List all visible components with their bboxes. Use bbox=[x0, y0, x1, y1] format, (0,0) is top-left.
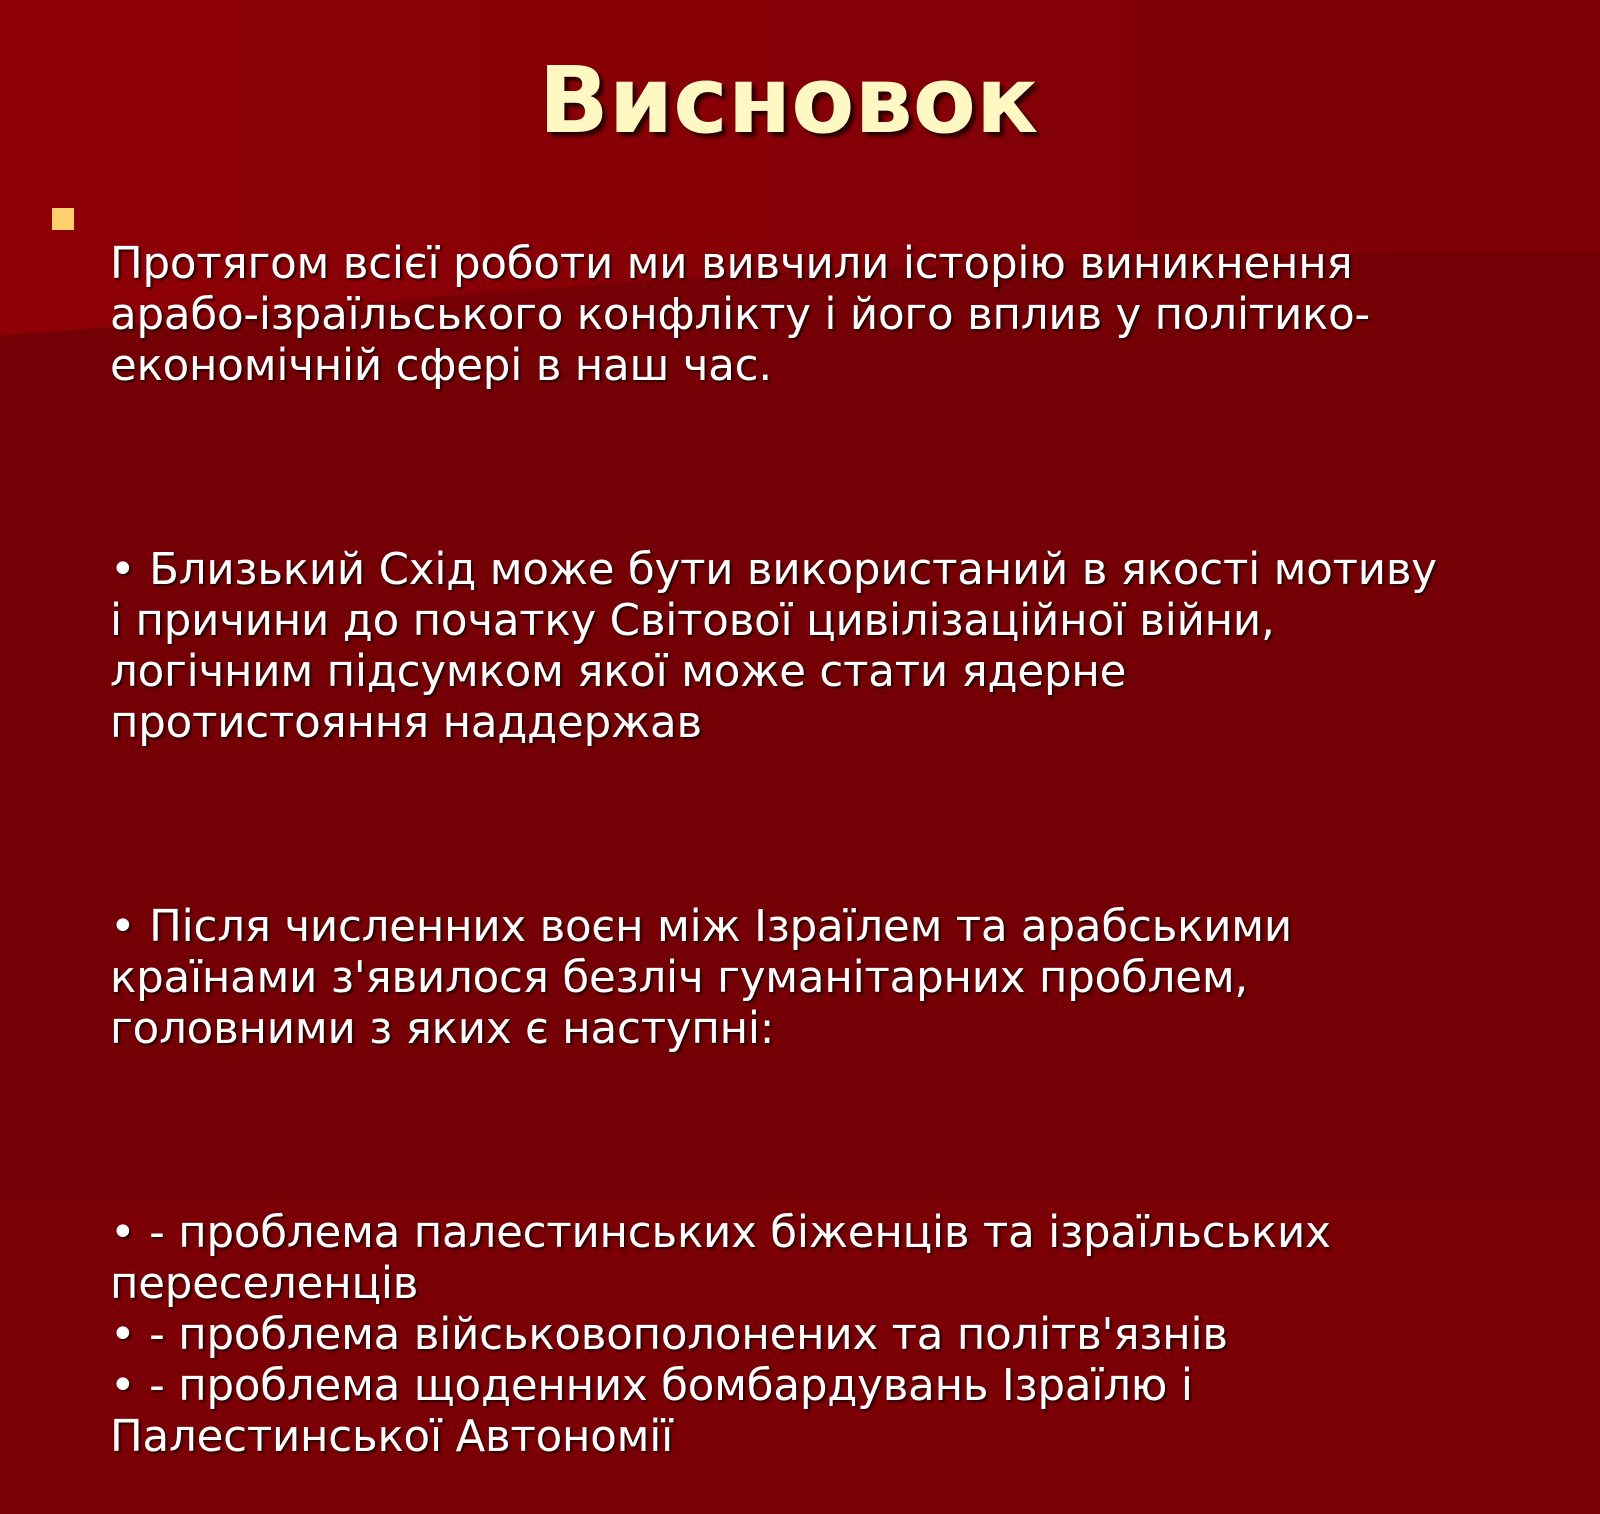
slide-title: Висновок bbox=[538, 47, 1039, 154]
slide-body bbox=[52, 188, 1562, 1514]
bullet-text bbox=[110, 188, 1437, 1514]
paragraph-problems-list: • - проблема палестинських біженців та ізраїльських переселенців • - проблема військовополонених та політв'язнів • - проблема щоденних бомбардувань Ізраїлю і Палестинської Автономії bbox=[110, 1208, 1331, 1462]
paragraph-middle-east: • Близький Схід може бути використаний в якості мотиву і причини до початку Світової цивілізаційної війни, логічним підсумком якої може стати ядерне протистояння наддержав bbox=[110, 545, 1437, 748]
paragraph-humanitarian: • Після численних воєн між Ізраїлем та арабськими країнами з'явилося безліч гуманітарних проблем, головними з яких є наступні: bbox=[110, 902, 1292, 1054]
square-bullet-icon bbox=[52, 208, 74, 230]
paragraph-intro: Протягом всієї роботи ми вивчили історію виникнення арабо-ізраїльського конфлікту і його вплив у політико- економічній сфері в наш час. bbox=[110, 239, 1371, 391]
bullet-item bbox=[52, 188, 1562, 1514]
